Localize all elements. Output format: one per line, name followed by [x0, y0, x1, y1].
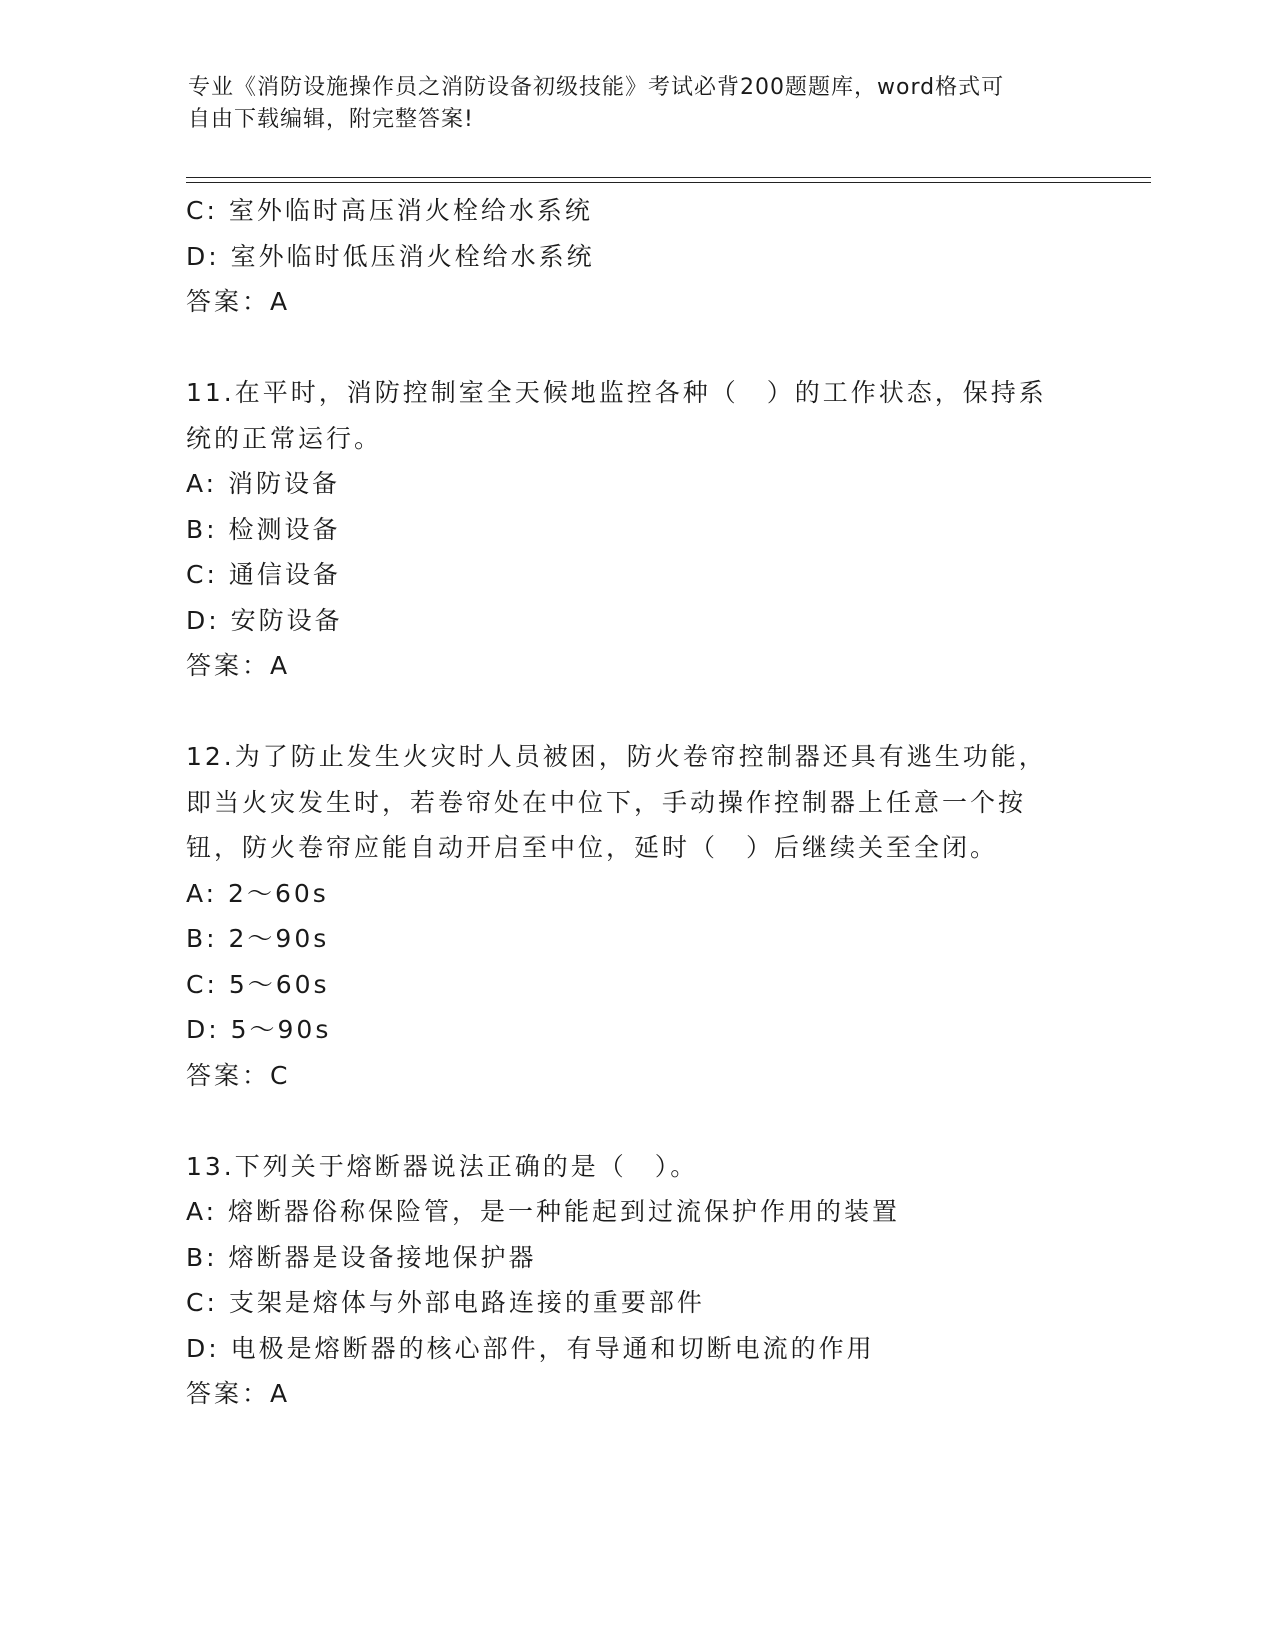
option-b: B: 熔断器是设备接地保护器 — [186, 1242, 537, 1272]
question-11 — [186, 370, 1086, 689]
question-10-tail — [186, 188, 1086, 325]
question-stem: 12.为了防止发生火灾时人员被困，防火卷帘控制器还具有逃生功能， — [186, 742, 1047, 771]
document-header — [188, 72, 1088, 136]
question-stem: 13.下列关于熔断器说法正确的是（ ）。 — [186, 1151, 699, 1181]
answer: 答案：A — [186, 287, 291, 316]
option-d: D: 电极是熔断器的核心部件，有导通和切断电流的作用 — [186, 1333, 875, 1363]
option-b: B: 检测设备 — [186, 514, 341, 544]
question-list — [186, 188, 1086, 1417]
question-stem: 即当火灾发生时，若卷帘处在中位下，手动操作控制器上任意一个按 — [186, 787, 1027, 817]
question-stem: 统的正常运行。 — [186, 423, 383, 453]
option-a: A: 消防设备 — [186, 469, 341, 498]
answer: 答案：C — [186, 1060, 291, 1090]
option-c: C: 5～60s — [186, 969, 330, 999]
spacer — [186, 325, 1086, 371]
option-d: D: 5～90s — [186, 1015, 332, 1044]
option-c: C: 室外临时高压消火栓给水系统 — [186, 196, 593, 225]
header-line-2: 自由下载编辑，附完整答案! — [188, 107, 474, 132]
option-d: D: 安防设备 — [186, 605, 343, 635]
option-b: B: 2～90s — [186, 924, 330, 953]
answer: 答案：A — [186, 651, 291, 680]
question-12 — [186, 734, 1086, 1098]
question-13 — [186, 1144, 1086, 1417]
spacer — [186, 689, 1086, 735]
header-divider-bottom — [186, 182, 1151, 183]
option-a: A: 熔断器俗称保险管，是一种能起到过流保护作用的装置 — [186, 1197, 901, 1226]
option-a: A: 2～60s — [186, 878, 329, 908]
option-d: D: 室外临时低压消火栓给水系统 — [186, 241, 595, 271]
header-divider-top — [186, 177, 1151, 178]
header-line-1: 专业《消防设施操作员之消防设备初级技能》考试必背200题题库，word格式可 — [188, 75, 1005, 100]
answer: 答案：A — [186, 1379, 291, 1408]
option-c: C: 支架是熔体与外部电路连接的重要部件 — [186, 1288, 705, 1317]
option-c: C: 通信设备 — [186, 560, 341, 589]
question-stem: 钮，防火卷帘应能自动开启至中位，延时（ ）后继续关至全闭。 — [186, 833, 999, 862]
question-stem: 11.在平时，消防控制室全天候地监控各种（ ）的工作状态，保持系 — [186, 378, 1047, 407]
spacer — [186, 1098, 1086, 1144]
